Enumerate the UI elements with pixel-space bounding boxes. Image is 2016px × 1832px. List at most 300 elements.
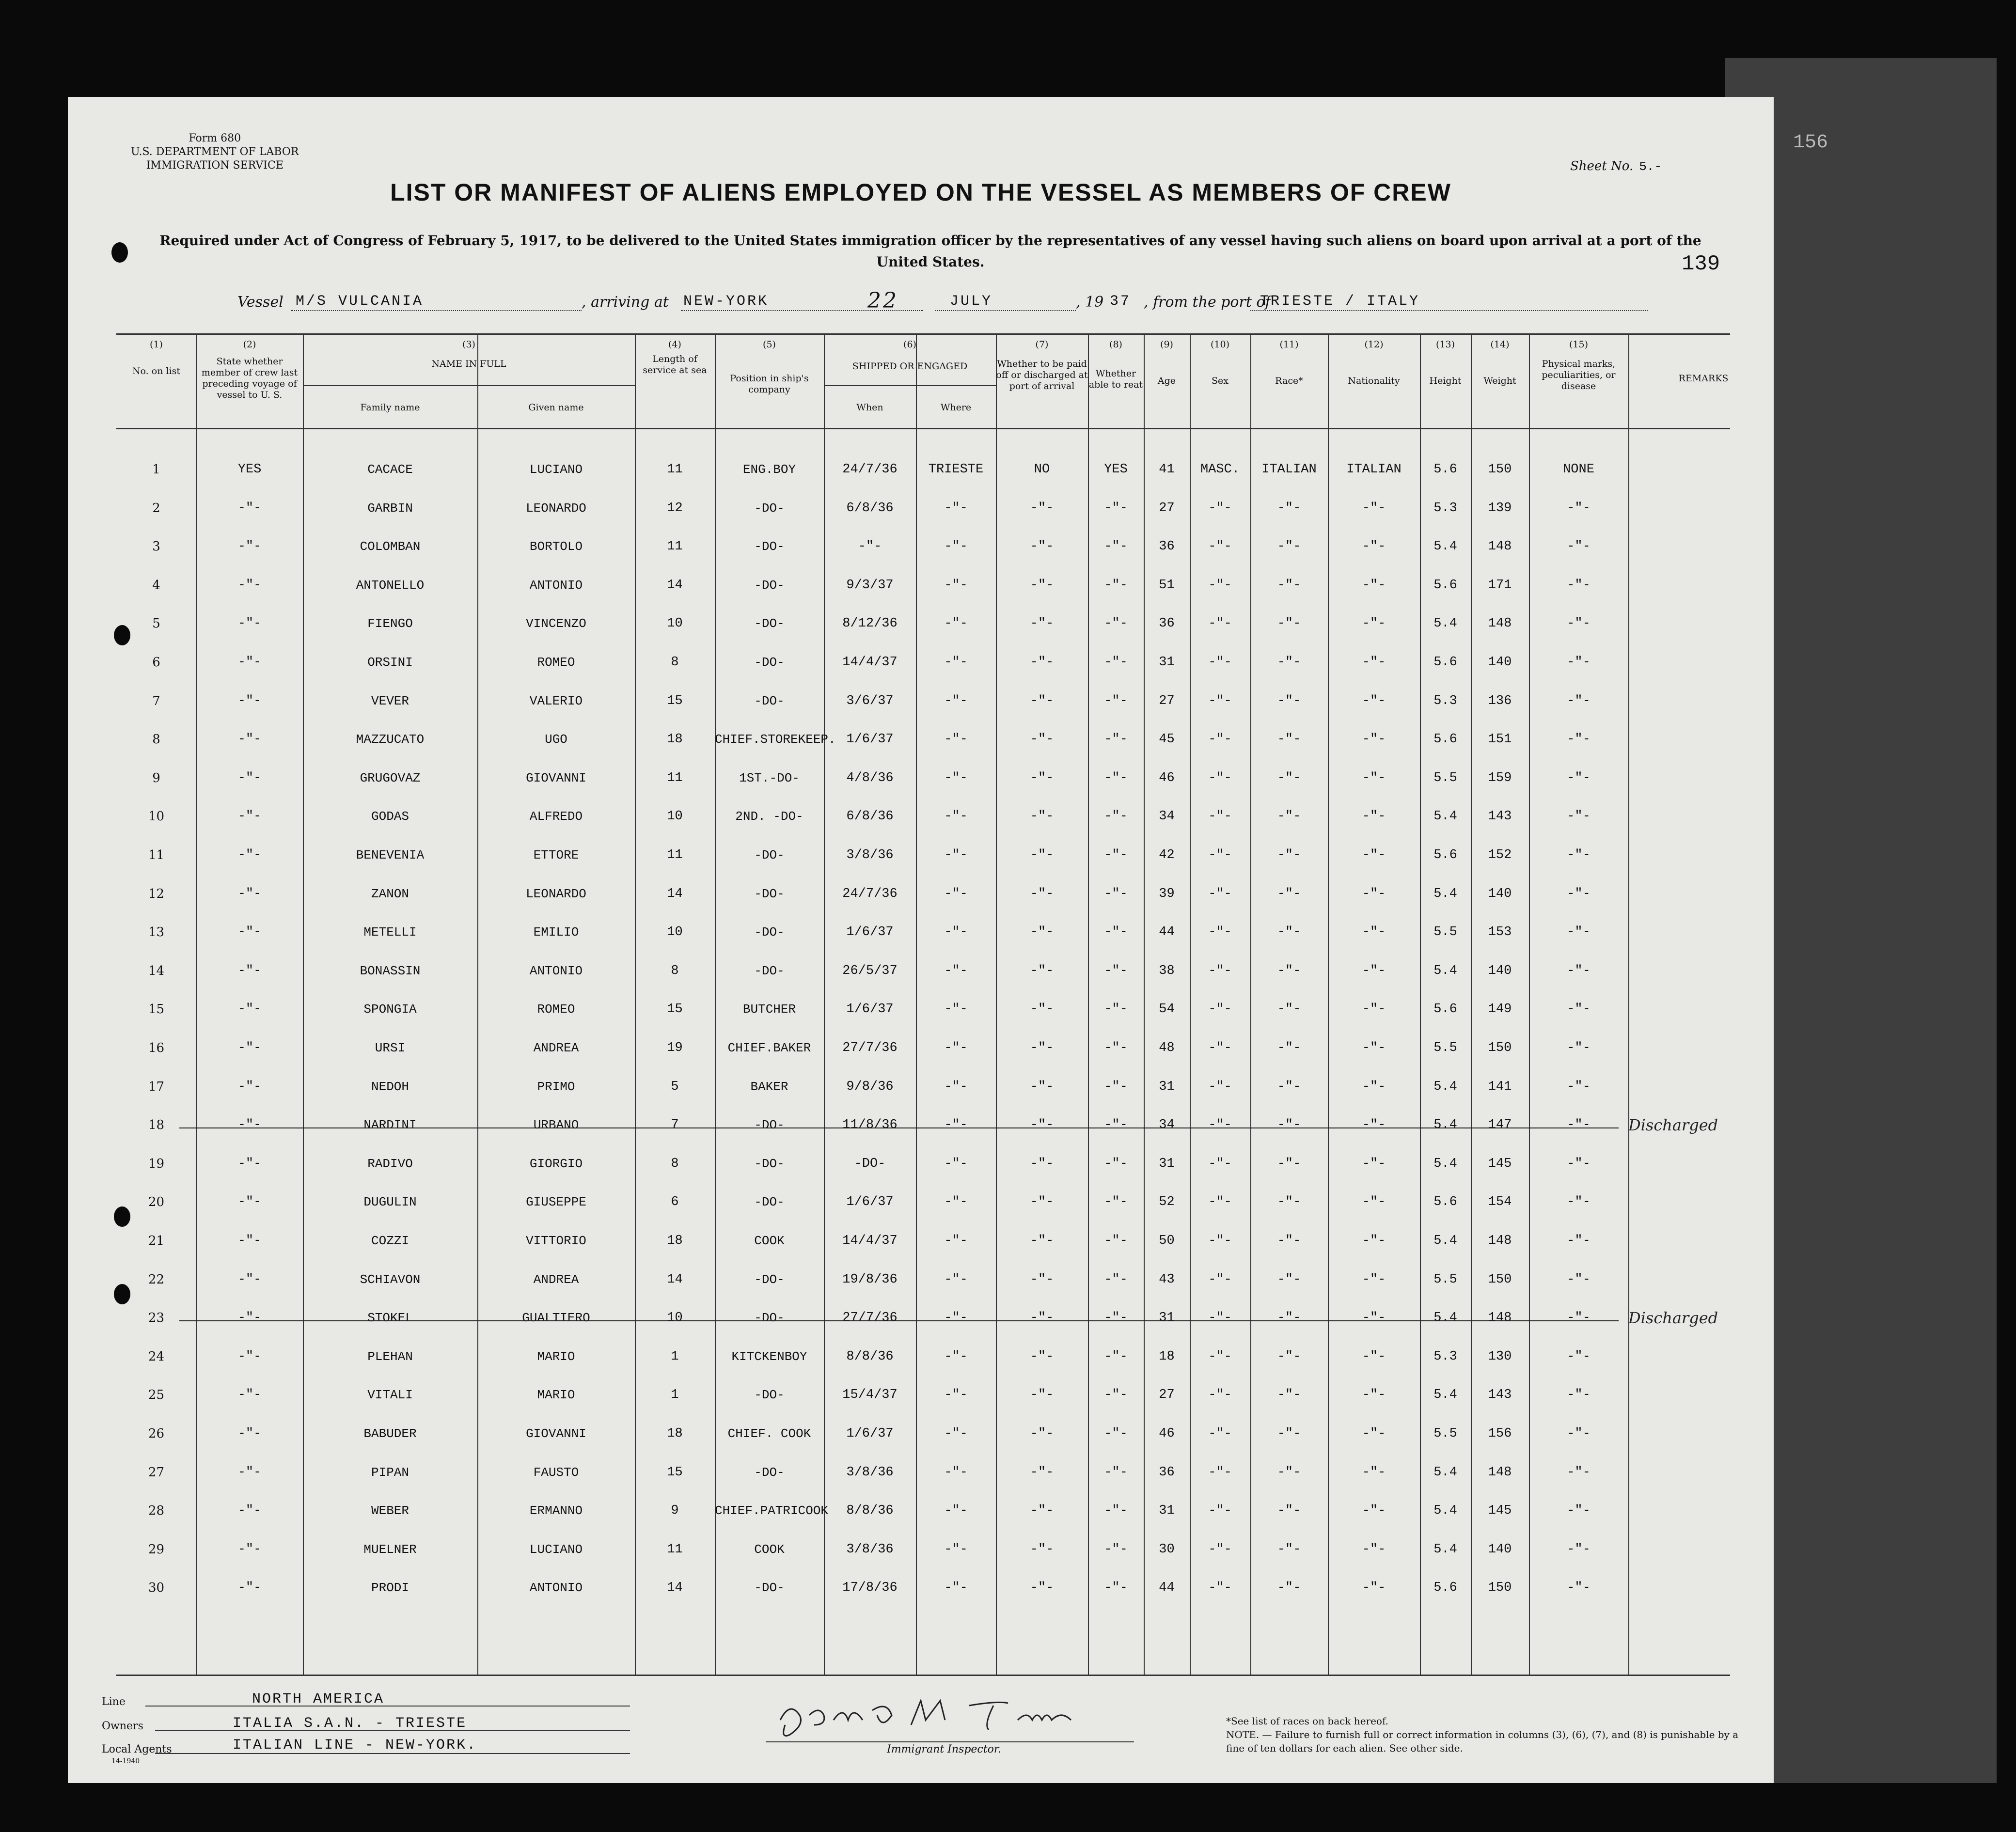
cell-where: -"- <box>944 1581 968 1596</box>
cell-paid: -"- <box>1030 1272 1054 1287</box>
cell-sex: -"- <box>1208 616 1232 631</box>
cell-weight: 150 <box>1488 1272 1512 1287</box>
cell-where: -"- <box>944 1349 968 1364</box>
header-no-on-list: No. on list <box>132 366 181 376</box>
cell-given: GIOVANNI <box>526 770 586 785</box>
cell-paid: -"- <box>1030 1195 1054 1210</box>
cell-age: 45 <box>1159 732 1175 747</box>
cell-position: -DO- <box>754 848 785 862</box>
cell-where: -"- <box>944 809 968 824</box>
arriving-label: , arriving at <box>582 294 669 311</box>
line-rule <box>145 1706 630 1707</box>
cell-read: -"- <box>1104 1156 1128 1171</box>
races-footnote: *See list of races on back hereof. <box>1226 1715 1389 1727</box>
cell-given: ALFREDO <box>529 809 583 824</box>
from-port: TRIESTE / ITALY <box>1260 293 1420 310</box>
cell-paid: -"- <box>1030 1388 1054 1403</box>
cell-service: 11 <box>667 462 683 477</box>
cell-sex: -"- <box>1208 539 1232 554</box>
cell-paid: -"- <box>1030 1311 1054 1326</box>
cell-paid: -"- <box>1030 1041 1054 1055</box>
cell-age: 43 <box>1159 1272 1175 1287</box>
cell-service: 10 <box>667 616 683 631</box>
cell-prev: -"- <box>237 1156 262 1171</box>
owners-label: Owners <box>102 1720 143 1732</box>
cell-race: -"- <box>1277 1542 1301 1557</box>
cell-no: 25 <box>148 1388 165 1403</box>
cell-no: 16 <box>148 1041 165 1055</box>
cell-paid: -"- <box>1030 1349 1054 1364</box>
cell-prev: -"- <box>237 809 262 824</box>
cell-given: GIUSEPPE <box>526 1195 586 1210</box>
cell-weight: 150 <box>1488 1581 1512 1596</box>
cell-sex: -"- <box>1208 963 1232 978</box>
cell-age: 31 <box>1159 1079 1175 1094</box>
cell-no: 17 <box>148 1079 165 1094</box>
cell-prev: -"- <box>237 848 262 862</box>
cell-race: -"- <box>1277 1079 1301 1094</box>
column-number-4: (4) <box>668 339 681 350</box>
cell-when: -"- <box>858 539 882 554</box>
cell-weight: 140 <box>1488 963 1512 978</box>
cell-no: 23 <box>148 1311 165 1326</box>
cell-weight: 150 <box>1488 1041 1512 1055</box>
cell-where: -"- <box>944 848 968 862</box>
cell-family: ORSINI <box>367 655 413 670</box>
cell-race: -"- <box>1277 848 1301 862</box>
cell-service: 14 <box>667 886 683 901</box>
cell-marks: -"- <box>1567 1388 1591 1403</box>
cell-age: 50 <box>1159 1234 1175 1248</box>
cell-when: 14/4/37 <box>842 1234 898 1248</box>
cell-prev: -"- <box>237 1349 262 1364</box>
cell-age: 44 <box>1159 925 1175 940</box>
cell-service: 8 <box>671 655 679 670</box>
cell-when: 3/8/36 <box>846 1542 894 1557</box>
cell-age: 27 <box>1159 693 1175 708</box>
strike-through-line <box>179 1320 1619 1321</box>
cell-service: 11 <box>667 848 683 862</box>
cell-given: VINCENZO <box>526 616 586 631</box>
cell-marks: -"- <box>1567 539 1591 554</box>
cell-position: 1ST.-DO- <box>739 770 800 785</box>
header-where: Where <box>940 402 972 413</box>
cell-height: 5.4 <box>1433 616 1457 631</box>
cell-no: 5 <box>152 616 160 631</box>
cell-where: -"- <box>944 655 968 670</box>
cell-read: -"- <box>1104 1234 1128 1248</box>
cell-prev: -"- <box>237 1118 262 1133</box>
inspector-signature <box>766 1691 1105 1744</box>
cell-when: 6/8/36 <box>846 501 894 516</box>
cell-height: 5.4 <box>1433 1542 1457 1557</box>
cell-where: -"- <box>944 539 968 554</box>
vessel-name: M/S VULCANIA <box>296 293 424 310</box>
cell-height: 5.5 <box>1433 1272 1457 1287</box>
cell-weight: 148 <box>1488 1234 1512 1248</box>
header-family-name: Family name <box>360 402 420 413</box>
cell-paid: -"- <box>1030 886 1054 901</box>
cell-no: 20 <box>148 1195 165 1210</box>
cell-no: 21 <box>148 1234 165 1248</box>
line-label: Line <box>102 1696 126 1708</box>
cell-sex: -"- <box>1208 1079 1232 1094</box>
cell-read: -"- <box>1104 539 1128 554</box>
cell-when: 27/7/36 <box>842 1041 898 1055</box>
cell-height: 5.3 <box>1433 501 1457 516</box>
cell-sex: -"- <box>1208 1234 1232 1248</box>
cell-service: 15 <box>667 1465 683 1480</box>
column-number-7: (7) <box>1035 339 1049 350</box>
cell-prev: -"- <box>237 693 262 708</box>
shipped-subheader-rule <box>824 385 996 386</box>
cell-when: -DO- <box>854 1156 886 1171</box>
cell-race: -"- <box>1277 1156 1301 1171</box>
cell-where: -"- <box>944 1195 968 1210</box>
column-number-12: (12) <box>1364 339 1384 350</box>
cell-remarks: Discharged <box>1628 1116 1718 1135</box>
cell-nat: -"- <box>1362 732 1386 747</box>
column-number-14: (14) <box>1490 339 1510 350</box>
cell-marks: -"- <box>1567 655 1591 670</box>
cell-when: 1/6/37 <box>846 1002 894 1017</box>
cell-when: 1/6/37 <box>846 732 894 747</box>
cell-position: -DO- <box>754 1388 785 1403</box>
cell-paid: -"- <box>1030 848 1054 862</box>
cell-marks: -"- <box>1567 925 1591 940</box>
column-number-1: (1) <box>150 339 163 350</box>
cell-position: CHIEF.PATRICOOK <box>715 1503 829 1519</box>
cell-no: 28 <box>148 1503 165 1519</box>
cell-race: -"- <box>1277 616 1301 631</box>
cell-height: 5.4 <box>1433 1079 1457 1094</box>
cell-given: ROMEO <box>537 1002 575 1017</box>
cell-age: 42 <box>1159 848 1175 862</box>
cell-paid: -"- <box>1030 1426 1054 1441</box>
cell-race: -"- <box>1277 1041 1301 1055</box>
cell-weight: 143 <box>1488 1388 1512 1403</box>
cell-nat: -"- <box>1362 655 1386 670</box>
cell-nat: -"- <box>1362 770 1386 785</box>
cell-sex: -"- <box>1208 501 1232 516</box>
cell-given: VITTORIO <box>526 1234 586 1248</box>
cell-weight: 171 <box>1488 578 1512 593</box>
cell-where: -"- <box>944 1503 968 1519</box>
cell-given: LUCIANO <box>529 462 583 477</box>
cell-family: VEVER <box>371 693 409 708</box>
cell-given: PRIMO <box>537 1079 575 1094</box>
cell-race: ITALIAN <box>1261 462 1317 477</box>
cell-marks: -"- <box>1567 886 1591 901</box>
cell-no: 9 <box>152 770 160 785</box>
cell-race: -"- <box>1277 501 1301 516</box>
cell-race: -"- <box>1277 925 1301 940</box>
cell-age: 39 <box>1159 886 1175 901</box>
cell-family: SPONGIA <box>363 1002 417 1017</box>
header-position: Position in ship's company <box>730 373 809 395</box>
cell-weight: 139 <box>1488 501 1512 516</box>
cell-height: 5.4 <box>1433 1156 1457 1171</box>
cell-height: 5.5 <box>1433 770 1457 785</box>
arrival-day: 22 <box>867 288 898 313</box>
cell-family: GODAS <box>371 809 409 824</box>
from-label: , from the port of <box>1144 294 1271 311</box>
cell-prev: -"- <box>237 501 262 516</box>
header-weight: Weight <box>1483 376 1516 386</box>
cell-service: 14 <box>667 578 683 593</box>
cell-height: 5.5 <box>1433 1041 1457 1055</box>
agents-rule <box>155 1753 630 1754</box>
back-page-number: 156 <box>1793 132 1828 154</box>
punch-hole <box>114 1284 130 1304</box>
cell-position: -DO- <box>754 1156 785 1171</box>
cell-marks: -"- <box>1567 1426 1591 1441</box>
cell-marks: -"- <box>1567 1465 1591 1480</box>
cell-service: 7 <box>671 1118 679 1133</box>
cell-family: BONASSIN <box>360 963 421 978</box>
cell-service: 11 <box>667 770 683 785</box>
cell-height: 5.4 <box>1433 963 1457 978</box>
cell-nat: -"- <box>1362 616 1386 631</box>
cell-position: 2ND. -DO- <box>735 809 803 824</box>
cell-given: ROMEO <box>537 655 575 670</box>
cell-service: 15 <box>667 693 683 708</box>
cell-prev: -"- <box>237 732 262 747</box>
cell-family: PIPAN <box>371 1465 409 1480</box>
cell-prev: -"- <box>237 1079 262 1094</box>
cell-paid: -"- <box>1030 1234 1054 1248</box>
cell-prev: -"- <box>237 1503 262 1519</box>
cell-weight: 140 <box>1488 886 1512 901</box>
cell-prev: -"- <box>237 1195 262 1210</box>
cell-prev: -"- <box>237 1002 262 1017</box>
cell-age: 27 <box>1159 1388 1175 1403</box>
cell-weight: 148 <box>1488 539 1512 554</box>
form-number: Form 680 <box>189 132 241 144</box>
cell-marks: -"- <box>1567 1272 1591 1287</box>
cell-nat: -"- <box>1362 1118 1386 1133</box>
cell-where: -"- <box>944 1234 968 1248</box>
cell-weight: 148 <box>1488 1465 1512 1480</box>
cell-given: URBANO <box>533 1118 579 1133</box>
cell-sex: -"- <box>1208 655 1232 670</box>
header-shipped-engaged: SHIPPED OR ENGAGED <box>852 361 968 372</box>
cell-read: -"- <box>1104 616 1128 631</box>
cell-read: -"- <box>1104 732 1128 747</box>
cell-height: 5.5 <box>1433 1426 1457 1441</box>
cell-when: 3/6/37 <box>846 693 894 708</box>
cell-weight: 151 <box>1488 732 1512 747</box>
cell-no: 11 <box>148 848 165 862</box>
cell-prev: -"- <box>237 1041 262 1055</box>
cell-height: 5.3 <box>1433 693 1457 708</box>
manifest-sheet <box>68 97 1774 1783</box>
cell-prev: -"- <box>237 616 262 631</box>
cell-age: 44 <box>1159 1581 1175 1596</box>
cell-age: 41 <box>1159 462 1175 477</box>
cell-where: -"- <box>944 578 968 593</box>
from-rule <box>1250 310 1648 311</box>
cell-read: -"- <box>1104 1581 1128 1596</box>
cell-race: -"- <box>1277 963 1301 978</box>
cell-where: -"- <box>944 1156 968 1171</box>
cell-nat: -"- <box>1362 963 1386 978</box>
cell-weight: 145 <box>1488 1156 1512 1171</box>
cell-race: -"- <box>1277 1426 1301 1441</box>
table-top-rule <box>116 333 1730 335</box>
arrival-month: JULY <box>950 293 993 310</box>
cell-where: -"- <box>944 1118 968 1133</box>
cell-family: SCHIAVON <box>360 1272 421 1287</box>
cell-no: 8 <box>152 732 160 747</box>
header-physical-marks: Physical marks, peculiarities, or disease <box>1542 359 1616 391</box>
signature-rule <box>766 1741 1134 1742</box>
sheet-number-label: Sheet No. <box>1570 159 1634 173</box>
cell-race: -"- <box>1277 809 1301 824</box>
cell-when: 8/8/36 <box>846 1349 894 1364</box>
cell-race: -"- <box>1277 1503 1301 1519</box>
cell-height: 5.6 <box>1433 462 1457 477</box>
cell-family: PLEHAN <box>367 1349 413 1364</box>
cell-read: -"- <box>1104 1195 1128 1210</box>
cell-nat: -"- <box>1362 501 1386 516</box>
cell-paid: NO <box>1034 462 1050 477</box>
cell-nat: -"- <box>1362 809 1386 824</box>
cell-age: 31 <box>1159 1311 1175 1326</box>
cell-paid: -"- <box>1030 578 1054 593</box>
cell-where: -"- <box>944 501 968 516</box>
cell-prev: -"- <box>237 1542 262 1557</box>
cell-given: ANTONIO <box>529 963 583 978</box>
cell-race: -"- <box>1277 1195 1301 1210</box>
header-paid-off: Whether to be paid off or discharged at port of arrival <box>996 359 1088 391</box>
cell-no: 18 <box>148 1118 165 1133</box>
header-remarks: REMARKS <box>1678 373 1729 384</box>
cell-family: COZZI <box>371 1234 409 1248</box>
cell-weight: 145 <box>1488 1503 1512 1519</box>
owners-value: ITALIA S.A.N. - TRIESTE <box>233 1715 467 1732</box>
cell-nat: -"- <box>1362 1041 1386 1055</box>
cell-service: 19 <box>667 1041 683 1055</box>
cell-weight: 148 <box>1488 616 1512 631</box>
cell-nat: -"- <box>1362 1349 1386 1364</box>
cell-height: 5.4 <box>1433 1388 1457 1403</box>
cell-read: -"- <box>1104 1041 1128 1055</box>
cell-position: -DO- <box>754 616 785 631</box>
cell-weight: 140 <box>1488 1542 1512 1557</box>
cell-marks: -"- <box>1567 1503 1591 1519</box>
cell-no: 19 <box>148 1156 165 1171</box>
cell-when: 19/8/36 <box>842 1272 898 1287</box>
cell-nat: -"- <box>1362 1311 1386 1326</box>
cell-where: -"- <box>944 1272 968 1287</box>
cell-sex: -"- <box>1208 1542 1232 1557</box>
cell-where: -"- <box>944 616 968 631</box>
page-subtitle: Required under Act of Congress of February 5, 1917, to be delivered to the United States immigration officer by the representatives of any vessel having such aliens on board upon arrival at a port of the United States. <box>159 233 1701 270</box>
cell-sex: -"- <box>1208 693 1232 708</box>
cell-when: 8/12/36 <box>842 616 898 631</box>
cell-when: 1/6/37 <box>846 925 894 940</box>
cell-service: 18 <box>667 732 683 747</box>
cell-position: -DO- <box>754 1311 785 1326</box>
cell-given: ANTONIO <box>529 578 583 593</box>
cell-nat: ITALIAN <box>1346 462 1402 477</box>
cell-given: FAUSTO <box>533 1465 579 1480</box>
cell-family: GRUGOVAZ <box>360 770 421 785</box>
cell-given: GIOVANNI <box>526 1426 586 1441</box>
cell-no: 24 <box>148 1349 165 1364</box>
cell-age: 31 <box>1159 1156 1175 1171</box>
cell-weight: 150 <box>1488 462 1512 477</box>
cell-position: ENG.BOY <box>742 462 796 477</box>
cell-where: -"- <box>944 1426 968 1441</box>
cell-given: UGO <box>545 732 567 747</box>
cell-position: -DO- <box>754 1465 785 1480</box>
cell-age: 31 <box>1159 1503 1175 1519</box>
cell-position: CHIEF.STOREKEEP. <box>715 732 836 747</box>
cell-family: WEBER <box>371 1503 409 1519</box>
cell-nat: -"- <box>1362 1156 1386 1171</box>
cell-when: 3/8/36 <box>846 848 894 862</box>
column-number-2: (2) <box>243 339 256 350</box>
cell-prev: YES <box>237 462 262 477</box>
cell-paid: -"- <box>1030 1118 1054 1133</box>
cell-family: ANTONELLO <box>356 578 425 593</box>
cell-sex: -"- <box>1208 1272 1232 1287</box>
cell-where: -"- <box>944 1542 968 1557</box>
cell-family: DUGULIN <box>363 1195 417 1210</box>
cell-given: BORTOLO <box>529 539 583 554</box>
cell-race: -"- <box>1277 1002 1301 1017</box>
cell-height: 5.6 <box>1433 1195 1457 1210</box>
cell-paid: -"- <box>1030 1581 1054 1596</box>
cell-service: 10 <box>667 809 683 824</box>
cell-when: 1/6/37 <box>846 1426 894 1441</box>
cell-marks: -"- <box>1567 963 1591 978</box>
cell-race: -"- <box>1277 1311 1301 1326</box>
cell-race: -"- <box>1277 693 1301 708</box>
cell-marks: -"- <box>1567 1349 1591 1364</box>
column-number-13: (13) <box>1435 339 1455 350</box>
cell-sex: -"- <box>1208 886 1232 901</box>
cell-position: -DO- <box>754 693 785 708</box>
cell-paid: -"- <box>1030 539 1054 554</box>
strike-through-line <box>179 1127 1619 1128</box>
cell-height: 5.4 <box>1433 1118 1457 1133</box>
year-prefix: , 19 <box>1076 294 1104 311</box>
cell-given: GIORGIO <box>529 1156 583 1171</box>
form-service: IMMIGRATION SERVICE <box>146 159 284 172</box>
cell-no: 6 <box>152 655 160 670</box>
cell-paid: -"- <box>1030 770 1054 785</box>
cell-height: 5.4 <box>1433 539 1457 554</box>
cell-nat: -"- <box>1362 539 1386 554</box>
cell-where: -"- <box>944 1041 968 1055</box>
cell-where: TRIESTE <box>928 462 984 477</box>
cell-prev: -"- <box>237 1311 262 1326</box>
line-value: NORTH AMERICA <box>252 1691 385 1707</box>
cell-read: -"- <box>1104 578 1128 593</box>
cell-when: 1/6/37 <box>846 1195 894 1210</box>
cell-where: -"- <box>944 925 968 940</box>
cell-age: 18 <box>1159 1349 1175 1364</box>
header-length-service: Length of service at sea <box>643 354 707 376</box>
cell-given: LEONARDO <box>526 501 586 516</box>
cell-marks: -"- <box>1567 616 1591 631</box>
cell-marks: -"- <box>1567 848 1591 862</box>
cell-prev: -"- <box>237 578 262 593</box>
cell-height: 5.6 <box>1433 732 1457 747</box>
